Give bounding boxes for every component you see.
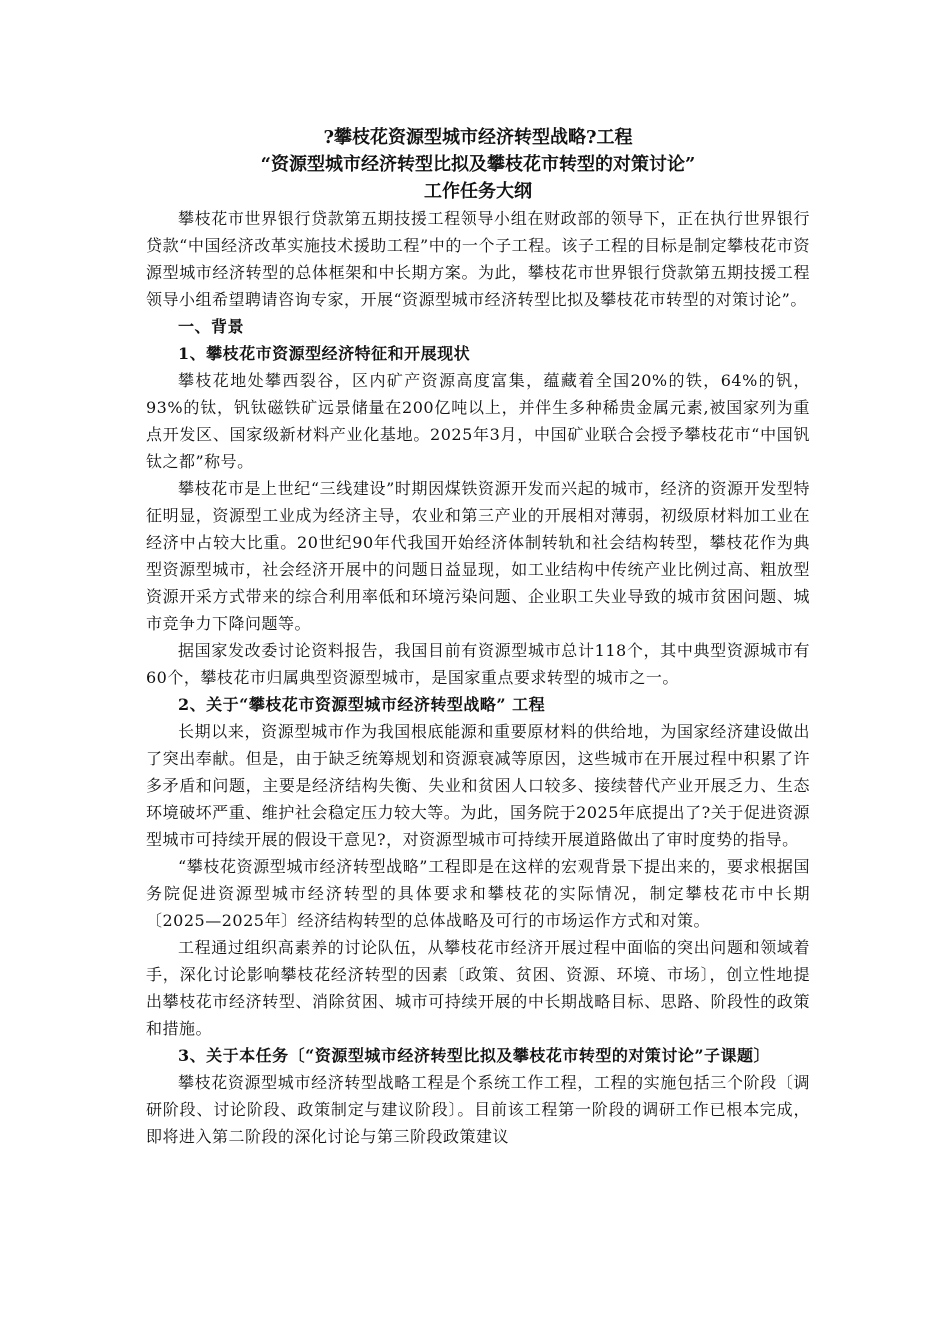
paragraph: 据国家发改委讨论资料报告，我国目前有资源型城市总计118个，其中典型资源城市有60个，攀枝花市归属典型资源型城市，是国家重点要求转型的城市之一。 (146, 641, 810, 687)
document-page (146, 124, 810, 1150)
intro-paragraph: 攀枝花市世界银行贷款第五期技援工程领导小组在财政部的领导下，正在执行世界银行贷款“中国经济改革实施技术援助工程”中的一个子工程。该子工程的目标是制定攀枝花市资源型城市经济转型的总体框架和中长期方案。为此，攀枝花市世界银行贷款第五期技援工程领导小组希望聘请咨询专家，开展“资源型城市经济转型比拟及攀枝花市转型的对策讨论”。 (146, 209, 810, 309)
paragraph: 攀枝花市是上世纪“三线建设”时期因煤铁资源开发而兴起的城市，经济的资源开发型特征明显，资源型工业成为经济主导，农业和第三产业的开展相对薄弱，初级原材料加工业在经济中占较大比重。20世纪90年代我国开始经济体制转轨和社会结构转型，攀枝花作为典型资源型城市，社会经济开展中的问题日益显现，如工业结构中传统产业比例过高、粗放型资源开采方式带来的综合利用率低和环境污染问题、企业职工失业导致的城市贫困问题、城市竞争力下降问题等。 (146, 479, 810, 633)
subsection-heading-2: 2、关于“攀枝花市资源型城市经济转型战略” 工程 (178, 695, 546, 714)
document-title-project: ?攀枝花资源型城市经济转型战略?工程 (323, 127, 633, 148)
paragraph: 攀枝花资源型城市经济转型战略工程是个系统工作工程，工程的实施包括三个阶段〔调研阶段、讨论阶段、政策制定与建议阶段〕。目前该工程第一阶段的调研工作已根本完成，即将进入第二阶段的深化讨论与第三阶段政策建议 (146, 1073, 810, 1146)
paragraph: 攀枝花地处攀西裂谷，区内矿产资源高度富集，蕴藏着全国20%的铁，64%的钒，93%的钛，钒钛磁铁矿远景储量在200亿吨以上，并伴生多种稀贵金属元素,被国家列为重点开发区、国家级新材料产业化基地。2025年3月，中国矿业联合会授予攀枝花市“中国钒钛之都”称号。 (146, 371, 810, 471)
subsection-heading-1: 1、攀枝花市资源型经济特征和开展现状 (178, 344, 471, 363)
paragraph: “攀枝花资源型城市经济转型战略”工程即是在这样的宏观背景下提出来的，要求根据国务院促进资源型城市经济转型的具体要求和攀枝花的实际情况，制定攀枝花市中长期〔2025—2025年〕经济结构转型的总体战略及可行的市场运作方式和对策。 (146, 857, 810, 930)
document-title-outline: 工作任务大纲 (424, 181, 532, 202)
document-title-subject: “资源型城市经济转型比拟及攀枝花市转型的对策讨论” (260, 154, 696, 175)
subsection-heading-3: 3、关于本任务〔“资源型城市经济转型比拟及攀枝花市转型的对策讨论”子课题〕 (178, 1046, 771, 1065)
paragraph: 工程通过组织高素养的讨论队伍，从攀枝花市经济开展过程中面临的突出问题和领域着手，深化讨论影响攀枝花经济转型的因素〔政策、贫困、资源、环境、市场〕，创立性地提出攀枝花市经济转型、消除贫困、城市可持续开展的中长期战略目标、思路、阶段性的政策和措施。 (146, 938, 810, 1038)
section-heading-background: 一、背景 (178, 317, 245, 336)
paragraph: 长期以来，资源型城市作为我国根底能源和重要原材料的供给地，为国家经济建设做出了突出奉献。但是，由于缺乏统筹规划和资源衰减等原因，这些城市在开展过程中积累了许多矛盾和问题，主要是经济结构失衡、失业和贫困人口较多、接续替代产业开展乏力、生态环境破坏严重、维护社会稳定压力较大等。为此，国务院于2025年底提出了?关于促进资源型城市可持续开展的假设干意见?，对资源型城市可持续开展道路做出了审时度势的指导。 (146, 722, 810, 849)
